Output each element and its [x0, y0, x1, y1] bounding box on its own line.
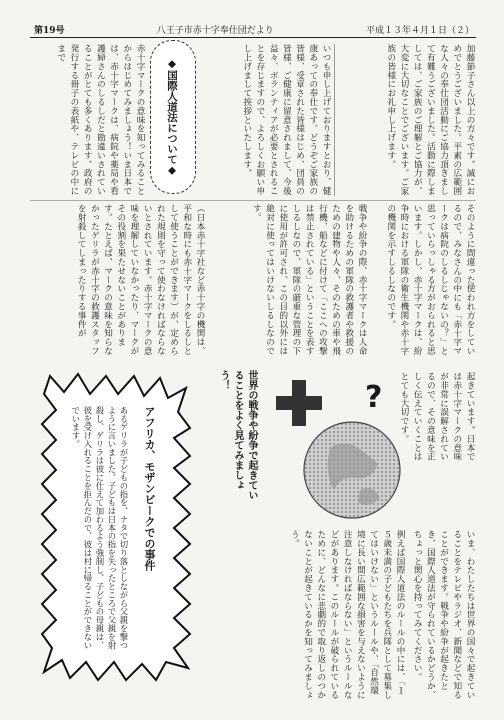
header-rule [30, 37, 476, 38]
top-left-column: 赤十字マークの意味を知ってみることからはじめてみましょう！いま日本では、赤十字マークは、病院や薬局や看護婦さんのしるしだと勘違いされていることがとても多くあります。政府の発行する冊子の表紙や、テレビの中にまで [55, 44, 145, 196]
section-heading: ◆国際人道法について◆ [166, 57, 178, 177]
bottom-right-column-3: 例えば国際人道法のルールの中には、「１５歳未満の子どもたちを兵隊として募集してはいけない」というルールや、「自然環境に長い間広範囲な損害を与えないように注意しなければならない」というルールなどがあります。このルールが破られているために、どんなに悲劇的で取り返しのつかないことが起きているかを知ってみましょう。 [289, 530, 405, 700]
question-mark-icon: ? [365, 380, 383, 415]
newsletter-title: 八王子市赤十字奉仕団だより [156, 25, 274, 36]
issue-date: 平成１３年４月１日（２） [365, 25, 474, 36]
top-right-column: 加藤節子さん以上の方々です。誠におめでとうございました。平素の広範囲な人々の奉仕団活動にご協力頂きまして有難うございました。活動に際しましては、ご家族のご理解とご協力が、大変に大切なことでございます。ご家族の皆様にお礼申し上げます。 [385, 44, 475, 196]
issue-number: 第19号 [34, 25, 65, 36]
top-middle-column: いつも申し上げておりますとおり、健康あっての奉仕です。どうぞご家族の皆様、受章された皆様はじめ、団員の皆様、ご健康に留意されまして、今後益々、ボランティアが必要とされることを存じますので、よろしくお願い申し上げまして挨拶といたします。 [241, 44, 331, 196]
caption-heading: 世界の戦争や紛争で起きていることをよく見てみましょう！ [218, 370, 257, 500]
bottom-right-column-2: いま、わたしたちは世界の国々で起きていることをテレビやラジオ、新聞などで知ることができます。戦争や紛争が起きたとき、国際人道法が守られているかどうか、ちょっと関心を持ってみてください。 [412, 530, 475, 700]
burst-body: あるゲリラが子どもの指を、ナタで切り落としながら父親を撃つように言いました。子どもは日本の指を失ったところで父親を射殺し、ゲリラは彼に仕えて加わるよう強制し、子どもの母親は、彼を受け入れることを拒んだので、彼は村に帰ることができないでいます。 [71, 406, 129, 650]
page-header [34, 22, 474, 36]
globe-icon [300, 418, 404, 522]
middle-right-column: そのように間違った使われ方をしているので、みなさんの中にも「赤十字マークは病院のしるしじゃないの？」と思っていらっしゃる方がおられると思います。しかし、赤十字マークは、紛争時における軍隊の衛生機関や赤十字の機関を示すしるしなのです。 [385, 204, 475, 356]
middle-left-column: （日本赤十字社など赤十字の機関は、平和な時にも赤十字マークをしるしとして使うことができます）が、定められた規則を守って使わなければならないとされています。赤十字マークの意味を理解していなかったり、マークがその役割を果たせないことがあります。たとえば、マークの意味を知らなかったゲリラが赤十字の救護スタッフを射殺してしまったりする事件が [76, 204, 205, 356]
burst-title: アフリカ、モザンビークでの事件 [143, 406, 156, 571]
bottom-right-column-1: 起きています。日本では赤十字マークの意味が非常に誤解されているので、その意味を正しく伝えていくことはとても大切です。 [398, 372, 475, 461]
middle-center-column: 戦争や紛争の際、赤十字マークは人命を助けるための軍隊の救護者や救援のための建物や人々、そのための車や飛行機、船などに付けて「ここへの攻撃は禁止されている」ということを表すしるしなので、軍隊の厳重な管理の下に使用が許可され、この目的以外には絶対に使ってはいけないしるしなのです。 [251, 204, 367, 356]
